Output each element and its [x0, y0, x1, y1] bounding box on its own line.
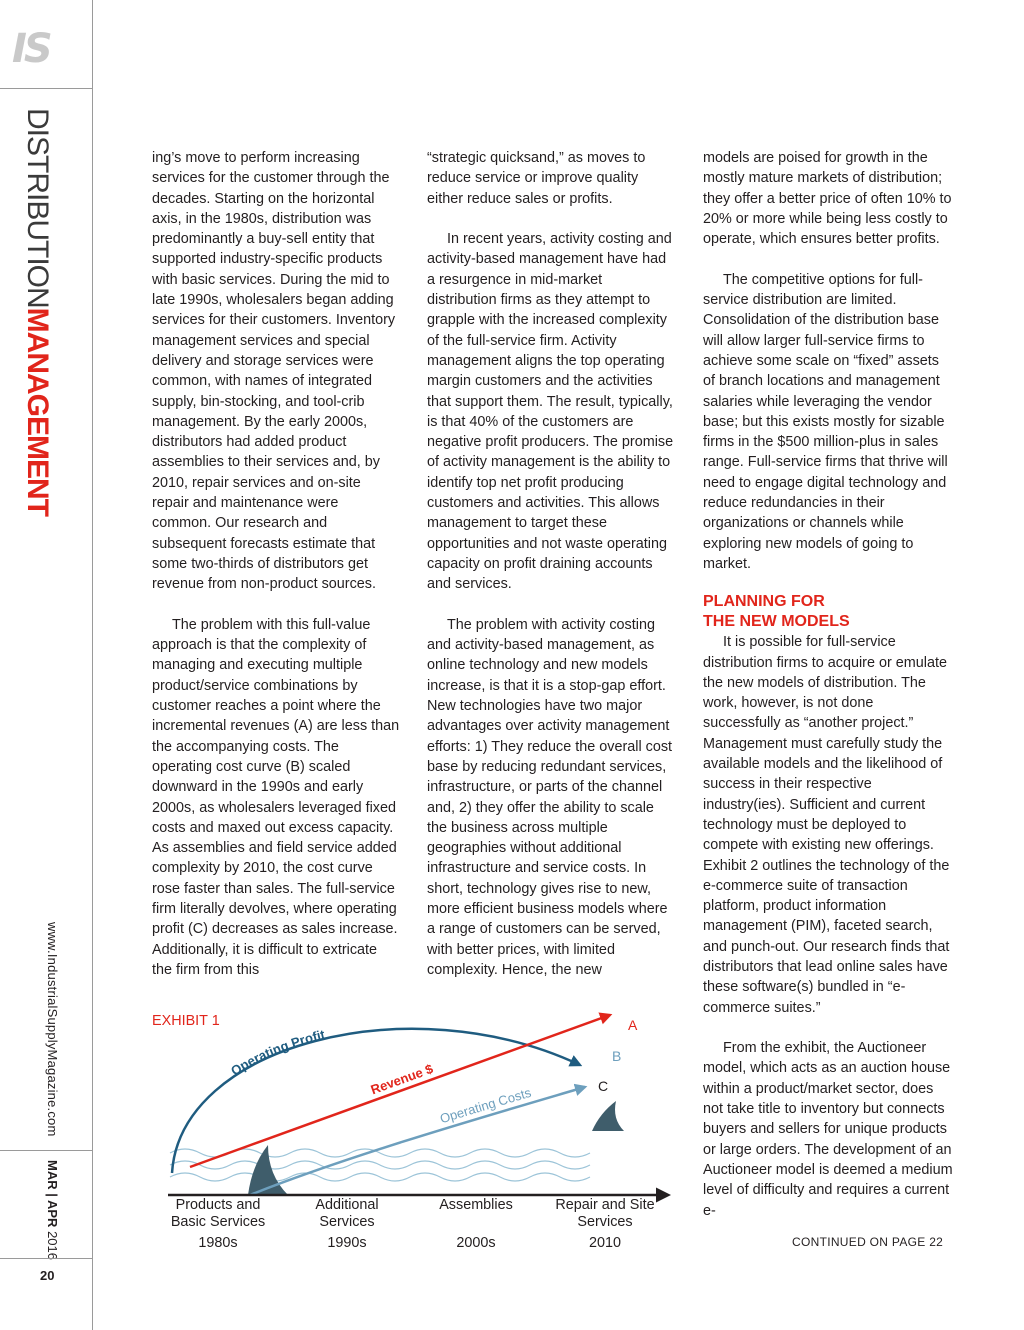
axis-category-4-line-2: Services [577, 1214, 633, 1230]
heading-line-2: THE NEW MODELS [703, 613, 850, 631]
paragraph: The problem with activity costing and activity-based management, as online technology and new models increase, is that it is a stop-gap effort. New technologies have two major advantages over activity management efforts: 1) They reduce the overall cost base by reducing redundant services, infrastructure, or parts of the channel and, 2) they offer the ability to scale the business across multiple geographies without additional infrastructure and service costs. In short, technology gives rise to new, more efficient business models where a range of customers can be served, with better prices, with limited complexity. Hence, the new [427, 616, 673, 978]
axis-category-3-line-1: Assemblies [439, 1197, 513, 1213]
axis-category-1-year: 1980s [198, 1235, 238, 1251]
exhibit-diagram [140, 1005, 680, 1255]
issue-year: 2016 [45, 1231, 60, 1260]
continued-note: CONTINUED ON PAGE 22 [792, 1235, 944, 1249]
section-title-light: DISTRIBUTION [21, 108, 54, 308]
operating-costs-curve [250, 1084, 585, 1195]
water-waves [170, 1149, 590, 1181]
magazine-url: www.IndustrialSupplyMagazine.com [45, 922, 60, 1137]
article-column-1 [152, 148, 400, 980]
paragraph: models are poised for growth in the mostly mature markets of distribution; they offer a better price of often 10% to 20% or more while being less costly to operate, which ensures better profits. [703, 150, 952, 248]
exhibit-label: EXHIBIT 1 [152, 1013, 220, 1029]
axis-category-4-year: 2010 [588, 1235, 622, 1251]
marker-b: B [612, 1048, 622, 1064]
axis-category-2-year: 1990s [327, 1235, 367, 1251]
axis-category-1-line-1: Products and [175, 1197, 261, 1213]
section-title [22, 108, 52, 516]
rail-divider-bottom [0, 1258, 92, 1259]
paragraph: The competitive options for full-service distribution are limited. Consolidation of the distribution base will allow larger full-service firms to achieve some scale on “fixed” assets of branch locations and management salaries while leveraging the vendor base; but this exists mostly for sizable firms in the $500 million-plus in sales range. Full-service firms that thrive will need to engage digital technology and reduce redundancies in their organizations or channels while exploring new models of going to market. [703, 271, 948, 572]
shark-fin-icon [592, 1101, 624, 1131]
section-heading [703, 592, 953, 632]
section-title-bold: MANAGEMENT [21, 307, 54, 516]
left-rail [0, 0, 93, 1330]
issue-date [45, 1160, 60, 1260]
axis-category-2-line-2: Services [319, 1214, 375, 1230]
paragraph: It is possible for full-service distribution firms to acquire or emulate the new models of distribution. The work, however, is not done successfully as “another project.” Management must carefully study the available models and the likelihood of success in their respective industry(ies). Sufficient and current technology must be deployed to compete with existing new offerings. Exhibit 2 outlines the technology of the e-commerce suite of transaction platform, product information management (PIM), faceted search, and punch-out. Our research finds that distributors that lead online sales have these software(s) bundled in “e-commerce suites.” [703, 634, 950, 1016]
article-column-2 [427, 148, 675, 980]
label-revenue: Revenue $ [368, 1061, 435, 1098]
label-operating-costs: Operating Costs [438, 1084, 533, 1127]
article-column-3 [703, 148, 953, 1221]
paragraph: In recent years, activity costing and activity-based management have had a resurgence in mid-market distribution firms as they attempt to grapple with the increased complexity of the full-service firm. Activity management aligns the top operating margin customers and the activities that support them. The result, typically, is that 40% of the customers are negative profit producers. The promise of activity management is the ability to identify top net profit producing customers and activities. This allows management to target these opportunities and not waste operating capacity on profit draining accounts and services. [427, 231, 674, 593]
page-number: 20 [40, 1268, 55, 1283]
revenue-line [190, 1015, 610, 1167]
paragraph: From the exhibit, the Auctioneer model, which acts as an auction house within a product/market sector, does not take title to inventory but connects buyers and sellers for unique products or large orders. The development of an Auctioneer model is deemed a medium level of difficulty and requires a current e- [703, 1040, 953, 1219]
paragraph: “strategic quicksand,” as moves to reduce service or improve quality either reduce sales or profits. [427, 150, 646, 207]
axis-category-2-line-1: Additional [315, 1197, 379, 1213]
rail-divider-issue [0, 1150, 92, 1151]
paragraph: The problem with this full-value approach is that the complexity of managing and executing multiple product/service combinations by customer reaches a point where the incremental revenues (A) are less than the accompanying costs. The operating cost curve (B) scaled downward in the 1990s and early 2000s, as wholesalers leveraged fixed costs and maxed out excess capacity. As assemblies and field service added complexity by 2010, the cost curve rose faster than sales. The full-service firm literally devolves, where operating profit (C) decreases as sales increase. Additionally, it is difficult to extricate the firm from this [152, 616, 400, 978]
axis-category-1-line-2: Basic Services [170, 1214, 266, 1230]
marker-c: C [598, 1078, 609, 1094]
rail-divider-top [0, 88, 92, 89]
axis-category-4-line-1: Repair and Site [555, 1197, 655, 1213]
label-operating-profit: Operating Profit [228, 1026, 327, 1079]
heading-line-1: PLANNING FOR [703, 593, 825, 611]
magazine-logo: IS [12, 26, 50, 72]
axis-category-3-year: 2000s [456, 1235, 496, 1251]
issue-months: MAR | APR [45, 1160, 60, 1228]
marker-a: A [628, 1017, 638, 1033]
paragraph: ing’s move to perform increasing services for the customer through the decades. Starting on the horizontal axis, in the 1980s, distribution was predominantly a buy-sell entity that supported industry-specific products with basic services. During the mid to late 1990s, wholesalers began adding services for their customers. Inventory management services and special delivery and storage services were common, with names of integrated supply, bin-stocking, and tool-crib management. By the early 2000s, distributors had added product assemblies to their services and, by 2010, repair services and on-site repair and maintenance were common. Our research and subsequent forecasts estimate that some two-thirds of distributors get revenue from non-product sources. [152, 150, 396, 593]
